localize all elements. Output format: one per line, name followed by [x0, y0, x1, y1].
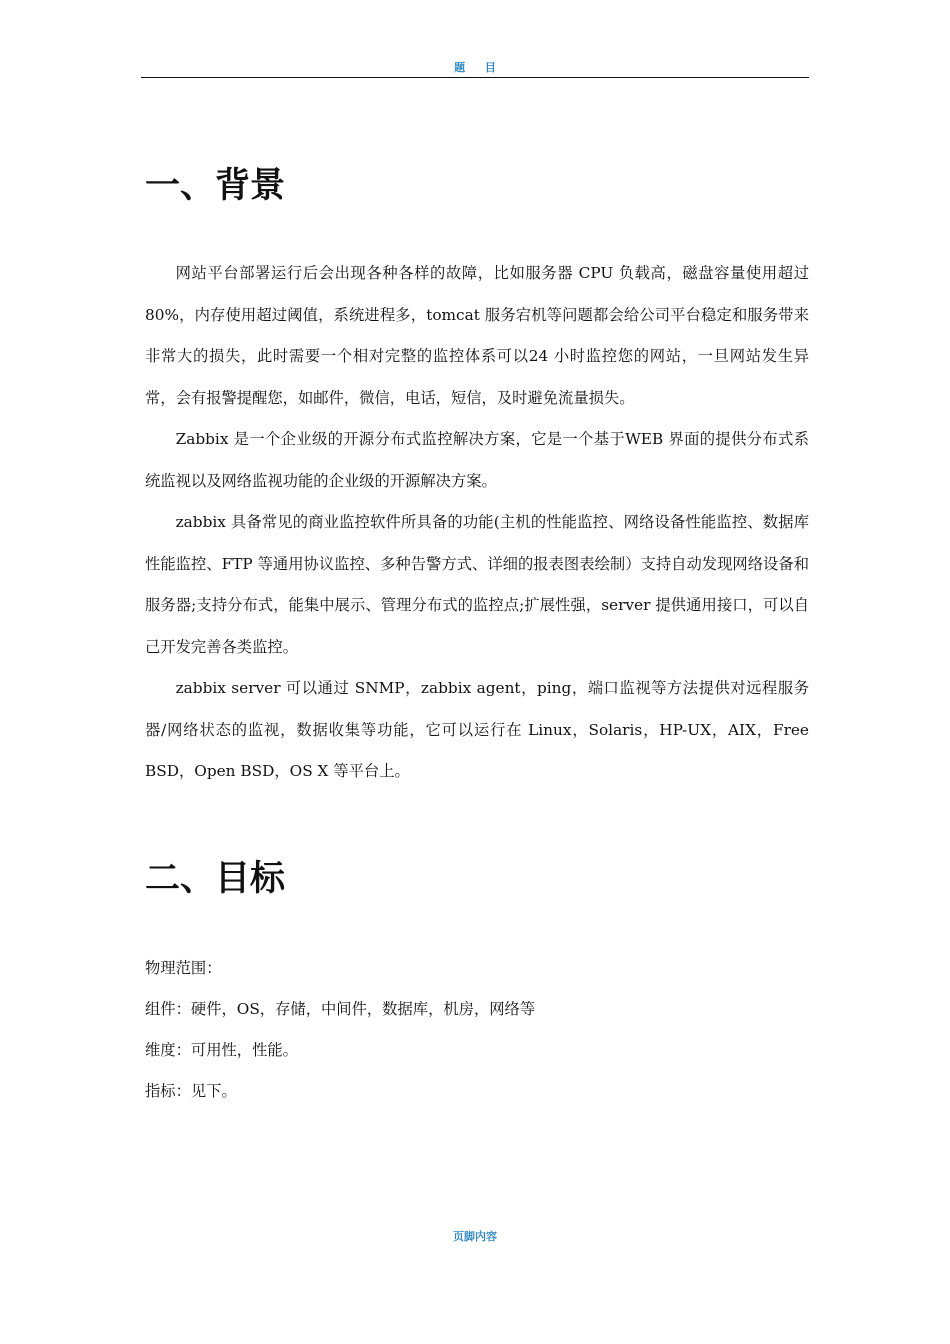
background-paragraph-2: Zabbix 是一个企业级的开源分布式监控解决方案，它是一个基于WEB 界面的提供分布式系统监视以及网络监视功能的企业级的开源解决方案。: [145, 430, 809, 490]
page-footer: 页脚内容: [453, 1230, 497, 1243]
page-header: [141, 56, 809, 78]
section-heading-background: 一、背景: [145, 165, 286, 206]
section-heading-goals: 二、目标: [145, 858, 286, 899]
goal-line-scope: 物理范围：: [145, 959, 222, 977]
background-paragraph-4: zabbix server 可以通过 SNMP，zabbix agent，ping，端口监视等方法提供对远程服务器/网络状态的监视，数据收集等功能，它可以运行在 Linux，Solaris，HP-UX，AIX，Free BSD，Open BSD，OS X 等平台上。: [145, 679, 809, 780]
goal-line-metrics: 指标：见下。: [145, 1082, 237, 1100]
background-paragraph-1: 网站平台部署运行后会出现各种各样的故障，比如服务器 CPU 负载高，磁盘容量使用超过 80%，内存使用超过阈值，系统进程多，tomcat 服务宕机等问题都会给公司平台稳定和服务带来非常大的损失，此时需要一个相对完整的监控体系可以24 小时监控您的网站，一旦网站发生异常，会有报警提醒您，如邮件，微信，电话，短信，及时避免流量损失。: [145, 264, 809, 407]
background-paragraph-3: zabbix 具备常见的商业监控软件所具备的功能(主机的性能监控、网络设备性能监控、数据库性能监控、FTP 等通用协议监控、多种告警方式、详细的报表图表绘制）支持自动发现网络设备和服务器;支持分布式，能集中展示、管理分布式的监控点;扩展性强，server 提供通用接口，可以自己开发完善各类监控。: [145, 513, 809, 656]
goal-line-dimensions: 维度：可用性，性能。: [145, 1041, 298, 1059]
goal-line-components: 组件：硬件，OS，存储，中间件，数据库，机房，网络等: [145, 1000, 536, 1018]
header-title: 题 目: [454, 61, 504, 74]
